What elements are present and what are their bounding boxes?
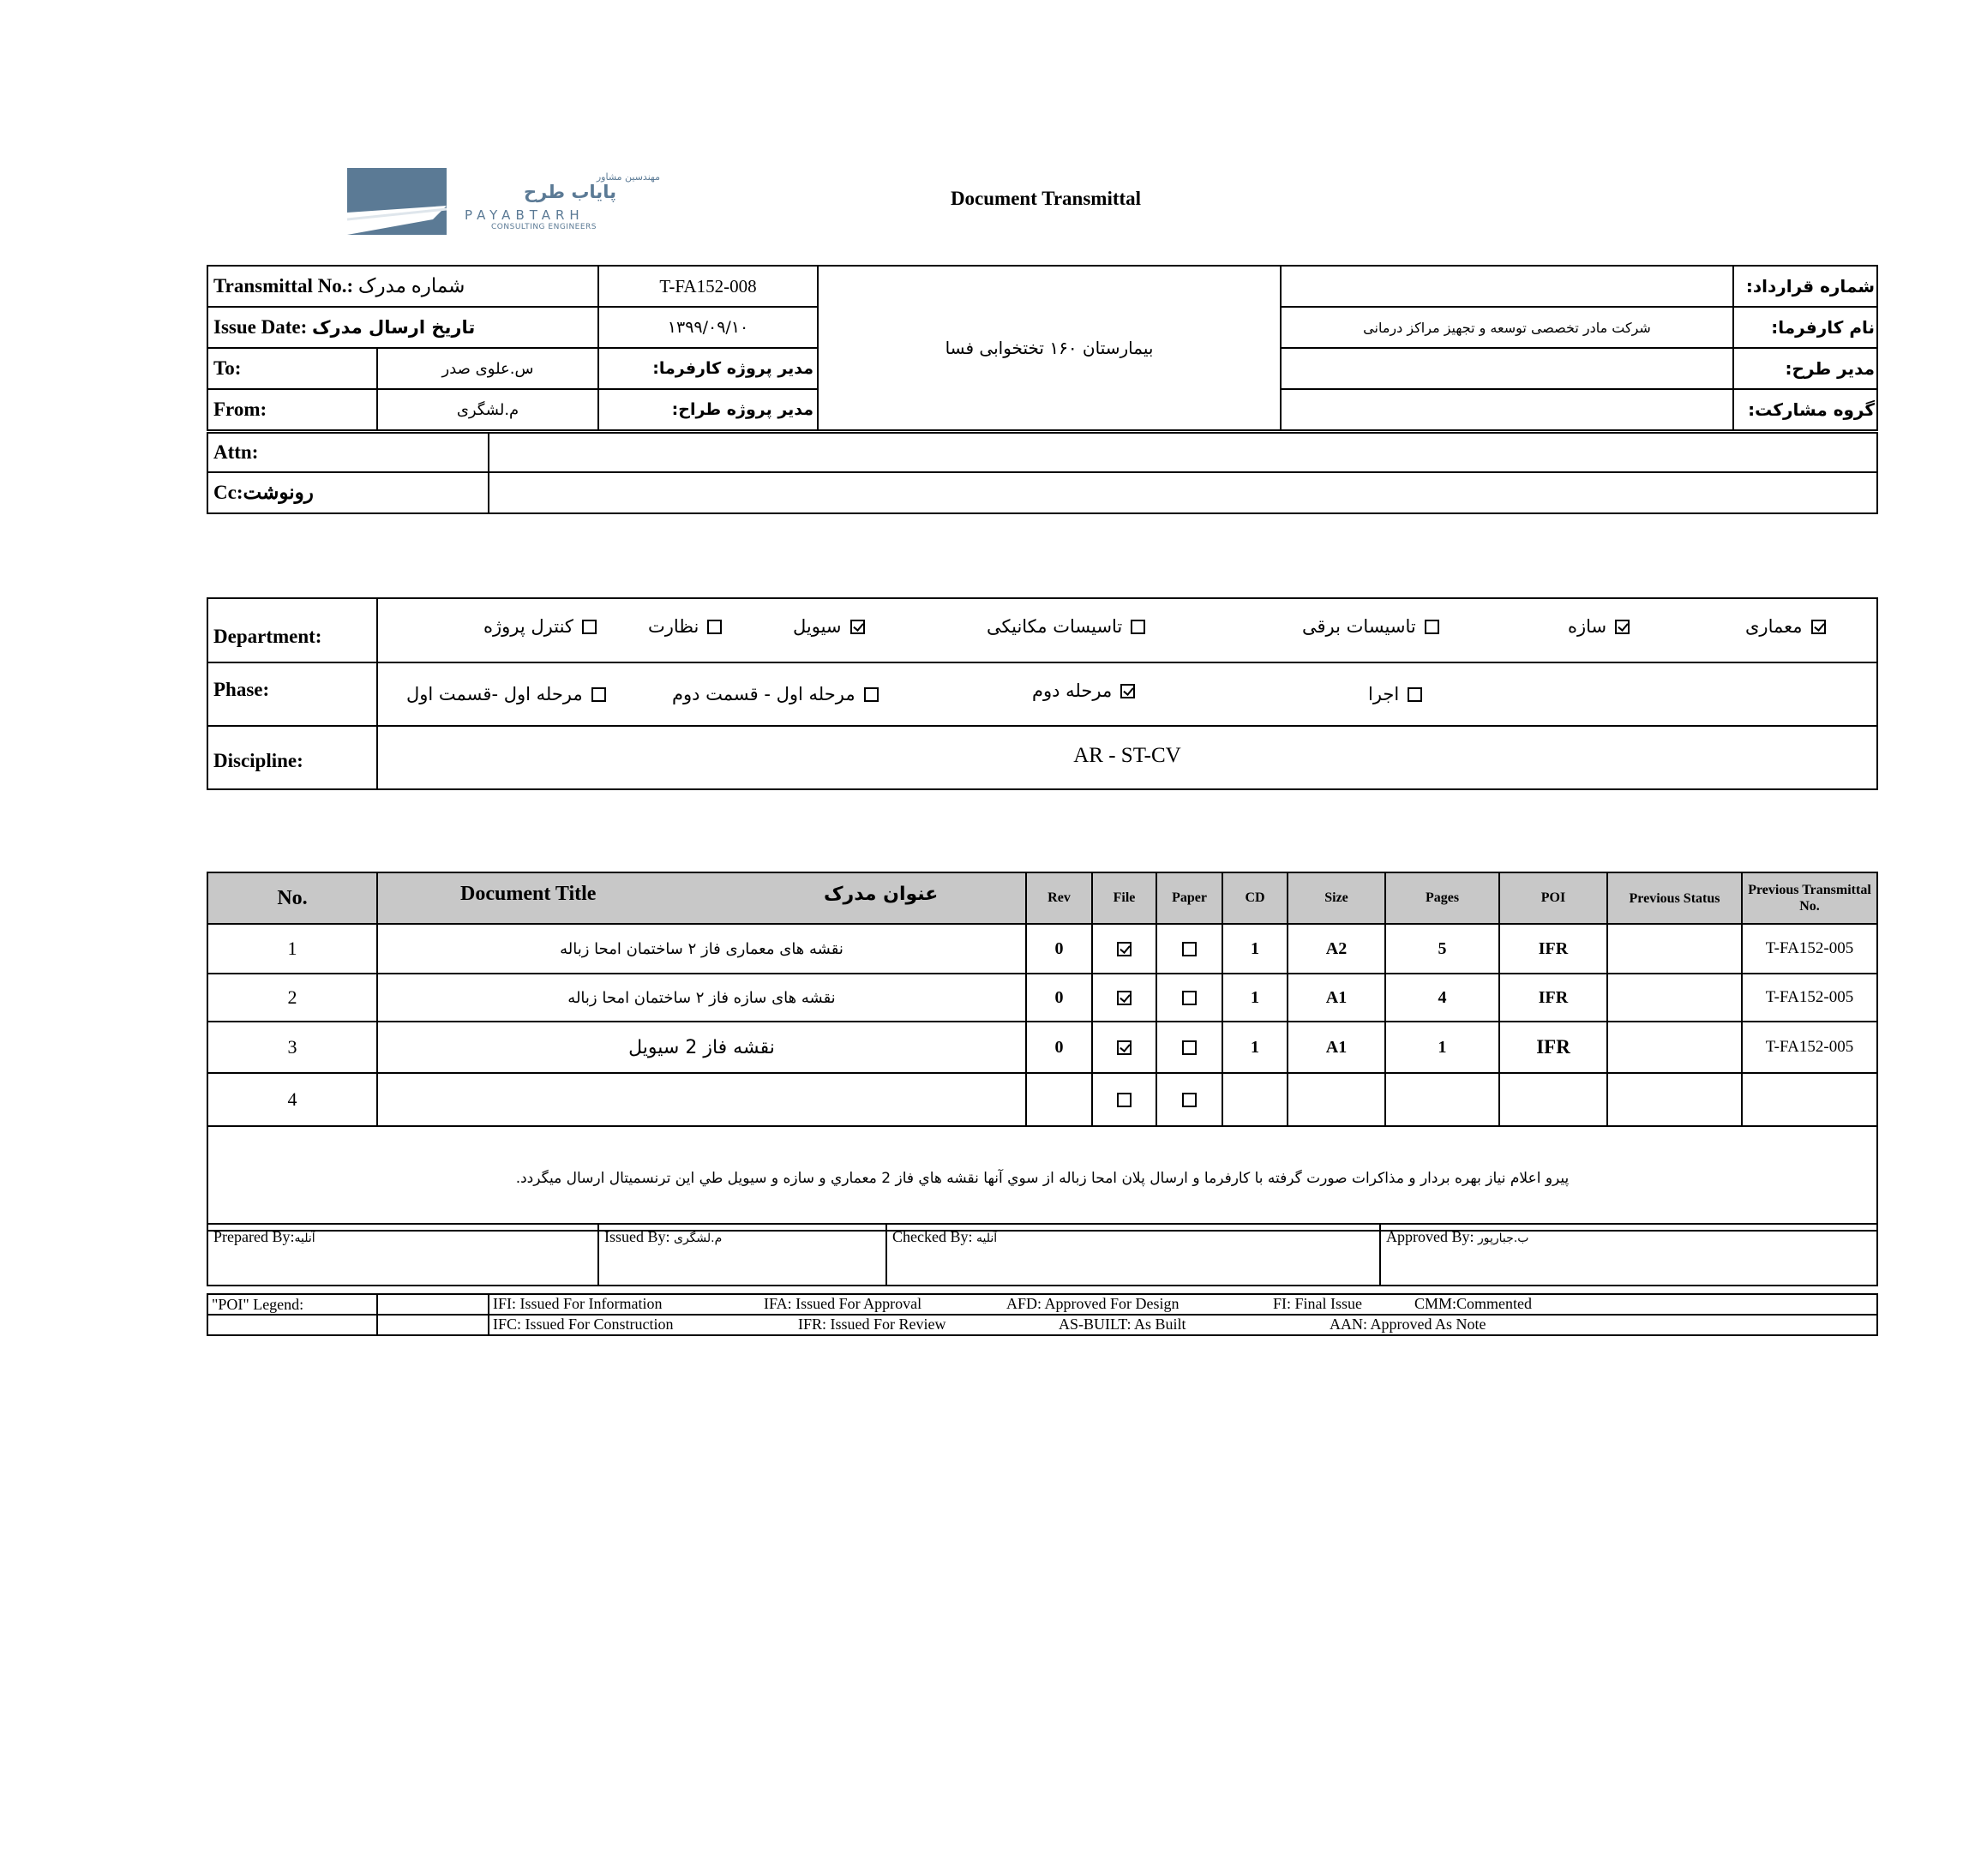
checkbox-icon[interactable] [582,620,597,634]
designer-value [1281,348,1733,389]
doc-prev-transmittal: T-FA152-005 [1742,924,1877,974]
from-role: مدیر پروژه طراح: [598,389,818,430]
document-row [207,1022,1877,1073]
poi-legend-line-2: IFC: Issued For Construction IFR: Issued For Review AS-BUILT: As Built AAN: Approved As Note [489,1315,1877,1335]
logo-latin-name: PAYABTARH [465,207,585,223]
doc-file [1092,1022,1156,1073]
doc-paper [1156,974,1222,1022]
department-mechanical[interactable]: تاسیسات مکانیکی [987,616,1145,637]
doc-cd [1222,1073,1288,1126]
checkbox-checked-icon[interactable] [1120,684,1135,698]
poi-legend-line-1: IFI: Issued For Information IFA: Issued For Approval AFD: Approved For Design FI: Final Issue CMM:Commented [489,1294,1877,1315]
checkbox-checked-icon[interactable] [1615,620,1630,634]
logo-persian-name: پایاب طرح [524,182,616,202]
doc-cd: 1 [1222,974,1288,1022]
phase-first-stage-part-two[interactable]: مرحله اول - قسمت دوم [672,684,879,704]
doc-paper [1156,924,1222,974]
checkbox-icon[interactable] [1408,687,1422,702]
transmittal-note: پيرو اعلام نياز بهره بردار و مذاکرات صورت گرفته با کارفرما و ارسال پلان امحا زباله از سوي آنها نقشه هاي فاز 2 معماري و سازه و سيويل طي اين ترنسميتال ارسال ميگردد. [207,1126,1877,1231]
doc-pages: 4 [1385,974,1499,1022]
phase-second-stage[interactable]: مرحله دوم [1032,680,1135,701]
doc-paper [1156,1073,1222,1126]
document-row [207,924,1877,974]
col-header-pages: Pages [1385,872,1499,924]
doc-prev-transmittal [1742,1073,1877,1126]
transmittal-no-value: T-FA152-008 [598,266,818,307]
designer-label: مدیر طرح: [1733,348,1877,389]
classification-table [207,597,1878,790]
col-header-poi: POI [1499,872,1607,924]
project-name: بیمارستان ۱۶۰ تختخوابی فسا [818,266,1281,430]
doc-prev-transmittal: T-FA152-005 [1742,974,1877,1022]
doc-size: A2 [1288,924,1385,974]
checkbox-icon[interactable] [864,687,879,702]
transmittal-no-label: Transmittal No.: شماره مدرک [207,266,598,307]
contract-no-label: شماره قرارداد: [1733,266,1877,307]
checkbox-checked-icon[interactable] [1117,942,1132,956]
info-table [207,265,1878,431]
issued-by: Issued By: م.لشگری [598,1224,886,1286]
col-header-prev-transmittal: Previous Transmittal No. [1742,872,1877,924]
col-header-no: No. [207,872,377,924]
approved-by: Approved By: ب.جبارپور [1380,1224,1877,1286]
document-title: Document Transmittal [950,188,1142,209]
discipline-label: Discipline: [207,726,377,789]
to-label: To: [207,348,377,389]
checkbox-icon[interactable] [1182,991,1197,1005]
doc-size [1288,1073,1385,1126]
checkbox-checked-icon[interactable] [1117,1040,1132,1055]
doc-no: 4 [207,1073,377,1126]
doc-title: نقشه فاز 2 سیویل [377,1022,1026,1073]
doc-no: 3 [207,1022,377,1073]
doc-rev [1026,1073,1092,1126]
phase-execution[interactable]: اجرا [1368,684,1422,704]
doc-pages: 1 [1385,1022,1499,1073]
cc-label: Cc:رونوشت [207,472,489,513]
col-header-file: File [1092,872,1156,924]
doc-prev-transmittal: T-FA152-005 [1742,1022,1877,1073]
documents-table [207,872,1878,1232]
department-architecture[interactable]: معماری [1745,616,1826,637]
checkbox-checked-icon[interactable] [850,620,865,634]
checkbox-icon[interactable] [1182,942,1197,956]
doc-prev-status [1607,974,1742,1022]
company-logo [347,168,664,237]
issue-date-value: ۱۳۹۹/۰۹/۱۰ [598,307,818,348]
doc-cd: 1 [1222,924,1288,974]
checkbox-checked-icon[interactable] [1811,620,1826,634]
department-electrical[interactable]: تاسیسات برقی [1302,616,1439,637]
checkbox-icon[interactable] [1131,620,1145,634]
col-header-title: Document Title عنوان مدرک [377,872,1026,924]
checkbox-checked-icon[interactable] [1117,991,1132,1005]
attn-label: Attn: [207,433,489,472]
signature-table [207,1223,1878,1286]
poi-legend-table [207,1293,1878,1336]
logo-tagline: CONSULTING ENGINEERS [491,223,597,231]
phase-label: Phase: [207,662,377,726]
department-civil[interactable]: سیویل [793,616,865,637]
partner-label: گروه مشارکت: [1733,389,1877,430]
to-role: مدیر پروژه کارفرما: [598,348,818,389]
employer-label: نام کارفرما: [1733,307,1877,348]
contract-no-value [1281,266,1733,307]
doc-prev-status [1607,924,1742,974]
logo-persian-top: مهندسین مشاور [596,171,660,183]
partner-value [1281,389,1733,430]
doc-size: A1 [1288,974,1385,1022]
poi-legend-label: "POI" Legend: [207,1294,377,1315]
doc-pages: 5 [1385,924,1499,974]
doc-prev-status [1607,1073,1742,1126]
checkbox-icon[interactable] [1425,620,1439,634]
col-header-cd: CD [1222,872,1288,924]
doc-title: نقشه های معماری فاز ۲ ساختمان امحا زباله [377,924,1026,974]
doc-poi: IFR [1499,924,1607,974]
cc-value [489,472,1877,513]
doc-no: 1 [207,924,377,974]
doc-no: 2 [207,974,377,1022]
checkbox-icon[interactable] [1182,1040,1197,1055]
from-label: From: [207,389,377,430]
doc-poi: IFR [1499,974,1607,1022]
col-header-prev-status: Previous Status [1607,872,1742,924]
phase-first-stage-part-one[interactable]: مرحله اول -قسمت اول [406,684,606,704]
doc-size: A1 [1288,1022,1385,1073]
to-value: س.علوی صدر [377,348,598,389]
attn-cc-table [207,432,1878,514]
doc-paper [1156,1022,1222,1073]
doc-rev: 0 [1026,1022,1092,1073]
employer-value: شرکت مادر تخصصی توسعه و تجهیز مراکز درمانی [1281,307,1733,348]
department-options [377,598,1877,662]
checkbox-icon[interactable] [1117,1093,1132,1107]
checkbox-icon[interactable] [591,687,606,702]
checkbox-icon[interactable] [707,620,722,634]
document-row [207,974,1877,1022]
doc-file [1092,924,1156,974]
doc-rev: 0 [1026,974,1092,1022]
department-label: Department: [207,598,377,662]
doc-prev-status [1607,1022,1742,1073]
logo-mark-icon [347,168,447,235]
from-value: م.لشگری [377,389,598,430]
attn-value [489,433,1877,472]
doc-file [1092,974,1156,1022]
doc-poi: IFR [1499,1022,1607,1073]
department-project-control[interactable]: کنترل پروژه [483,616,597,637]
checkbox-icon[interactable] [1182,1093,1197,1107]
department-structure[interactable]: سازه [1568,616,1630,637]
prepared-by: Prepared By:آنلیه [207,1224,598,1286]
col-header-size: Size [1288,872,1385,924]
doc-title: نقشه های سازه فاز ۲ ساختمان امحا زباله [377,974,1026,1022]
col-header-rev: Rev [1026,872,1092,924]
doc-title [377,1073,1026,1126]
doc-rev: 0 [1026,924,1092,974]
issue-date-label: Issue Date: تاریخ ارسال مدرک [207,307,598,348]
doc-poi [1499,1073,1607,1126]
discipline-value: AR - ST-CV [377,726,1877,789]
department-supervision[interactable]: نظارت [648,616,722,637]
col-header-paper: Paper [1156,872,1222,924]
doc-pages [1385,1073,1499,1126]
phase-options [377,662,1877,726]
checked-by: Checked By: آنلیه [886,1224,1380,1286]
doc-cd: 1 [1222,1022,1288,1073]
document-row [207,1073,1877,1126]
doc-file [1092,1073,1156,1126]
